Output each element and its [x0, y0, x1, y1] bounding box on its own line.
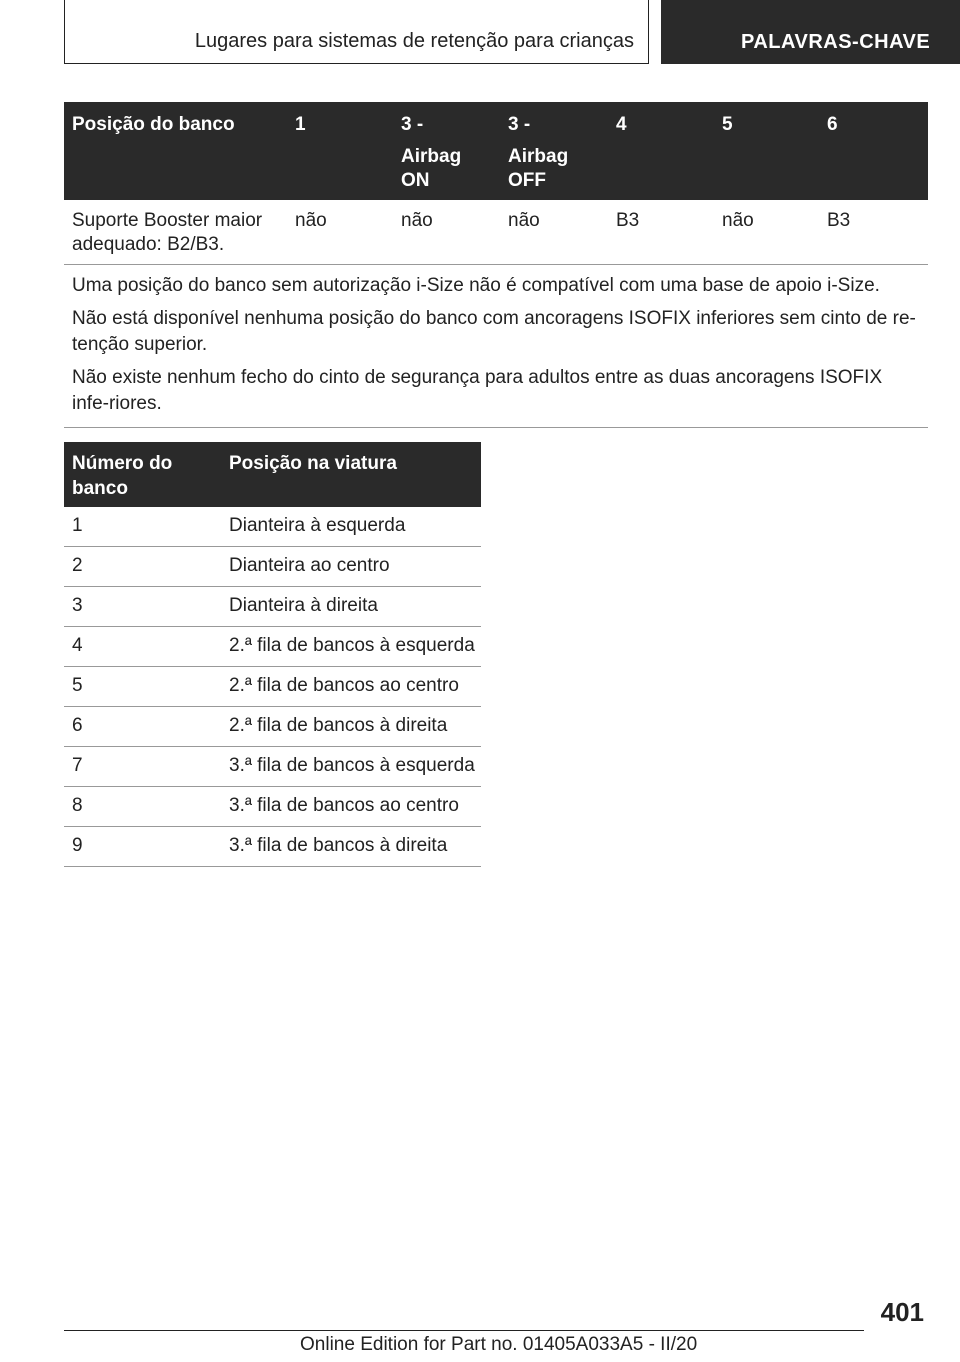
seat-position: 2.ª fila de bancos à esquerda: [229, 635, 475, 656]
note-paragraph: Uma posição do banco sem autorização i-Size não é compatível com uma base de apoio i-Size.: [72, 275, 880, 296]
edition-text: Online Edition for Part no. 01405A033A5 - II/20: [300, 1334, 698, 1355]
table-row: [64, 827, 481, 867]
seat-position: 3.ª fila de bancos ao centro: [229, 795, 459, 816]
seat-position: Dianteira à esquerda: [229, 515, 406, 536]
seat-position: 3.ª fila de bancos à esquerda: [229, 755, 475, 776]
row-label: Suporte Booster maior adequado: B2/B3.: [72, 210, 263, 255]
seat-number: 5: [72, 675, 83, 696]
header-section-box: [64, 0, 649, 64]
row-cell: B3: [827, 210, 851, 231]
table-row: [64, 587, 481, 627]
row-cell: não: [508, 210, 540, 231]
row-cell: não: [401, 210, 433, 231]
header-cell-5: 5: [722, 114, 733, 135]
header-cell-6: 6: [827, 114, 838, 135]
seat-number: 2: [72, 555, 83, 576]
row-cell: não: [722, 210, 754, 231]
table-row: [64, 547, 481, 587]
seat-position: Dianteira à direita: [229, 595, 378, 616]
table-row: [64, 627, 481, 667]
header-cell-3-airbag-off: 3 - Airbag OFF: [508, 114, 569, 191]
footer-divider: [64, 1330, 864, 1331]
table-row: [64, 707, 481, 747]
row-cell: não: [295, 210, 327, 231]
seat-number: 7: [72, 755, 83, 776]
seat-number: 3: [72, 595, 83, 616]
table-row: [64, 200, 928, 265]
note-paragraph: Não existe nenhum fecho do cinto de segurança para adultos entre as duas ancoragens ISOFIX infe-riores.: [72, 367, 883, 414]
seat-number: 4: [72, 635, 83, 656]
header-cell-vehicle-position: Posição na viatura: [229, 453, 397, 474]
header-cell-seat-position: Posição do banco: [72, 114, 235, 135]
seat-number: 6: [72, 715, 83, 736]
seat-number: 1: [72, 515, 83, 536]
section-title: Lugares para sistemas de retenção para crianças: [194, 30, 634, 52]
table-row: [64, 747, 481, 787]
seat-position: 3.ª fila de bancos à direita: [229, 835, 448, 856]
seat-position-table: [64, 102, 928, 428]
table-notes: [64, 265, 928, 428]
header-cell-3-airbag-on: 3 - Airbag ON: [401, 114, 462, 191]
seat-position: 2.ª fila de bancos à direita: [229, 715, 448, 736]
table-row: [64, 787, 481, 827]
keywords-tab-label: PALAVRAS-CHAVE: [741, 31, 931, 53]
header-cell-seat-number: Número do banco: [72, 453, 173, 499]
seat-number-table: [64, 442, 481, 867]
header-cell-1: 1: [295, 114, 306, 135]
page-number: 401: [880, 1297, 924, 1327]
row-cell: B3: [616, 210, 640, 231]
note-paragraph: Não está disponível nenhuma posição do banco com ancoragens ISOFIX inferiores sem cinto de re-tenção superior.: [72, 308, 916, 355]
seat-position-table-header: [64, 102, 928, 200]
seat-number: 9: [72, 835, 83, 856]
seat-position: Dianteira ao centro: [229, 555, 390, 576]
table-row: [64, 667, 481, 707]
seat-number: 8: [72, 795, 83, 816]
header-cell-4: 4: [616, 114, 627, 135]
seat-number-table-header: [64, 442, 481, 507]
keywords-tab[interactable]: [661, 0, 960, 64]
seat-position: 2.ª fila de bancos ao centro: [229, 675, 459, 696]
table-row: [64, 507, 481, 547]
